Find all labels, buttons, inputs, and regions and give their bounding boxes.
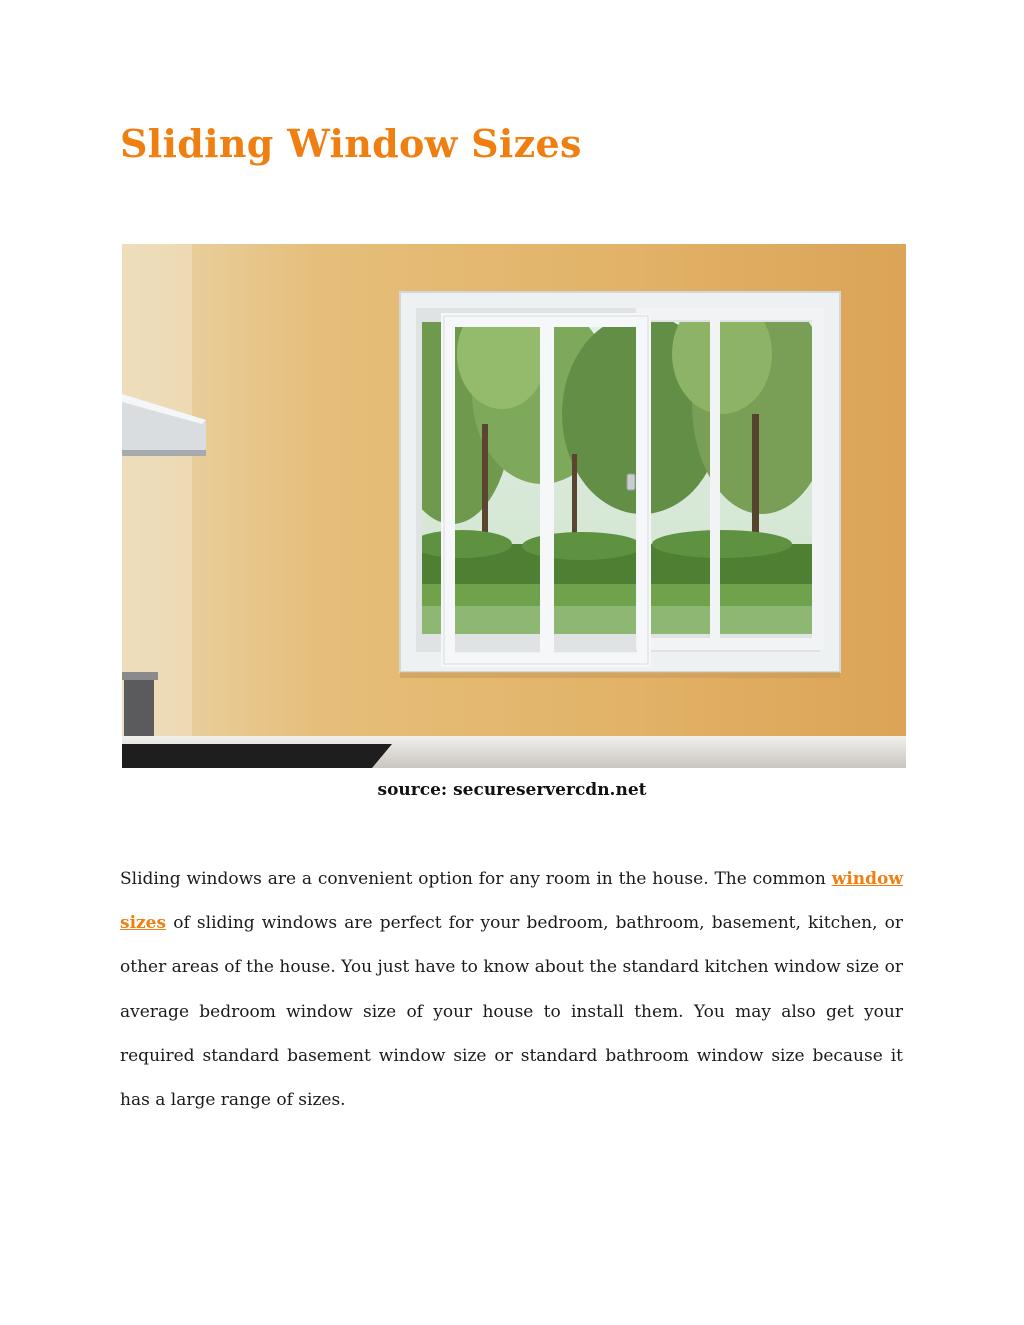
pot — [124, 674, 154, 738]
garden-view — [392, 294, 832, 644]
page-title: Sliding Window Sizes — [120, 121, 582, 166]
body-paragraph — [120, 857, 903, 1122]
image-caption: source: secureservercdn.net — [377, 780, 647, 800]
window-sizes-link[interactable]: window sizes — [120, 869, 903, 934]
window-handle — [627, 474, 635, 490]
paragraph-text-before: Sliding windows are a convenient option for any room in the house. The common — [120, 869, 832, 889]
paragraph-text-after: of sliding windows are perfect for your bedroom, bathroom, basement, kitchen, or other areas of the house. You just have to know about the standard kitchen window size or average bedroom window size of your house to install them. You may also get your required standard basement window size or standard bathroom window size because it has a large range of sizes. — [120, 913, 903, 1111]
window-photo — [122, 244, 906, 768]
sliding-window-illustration — [122, 244, 906, 768]
